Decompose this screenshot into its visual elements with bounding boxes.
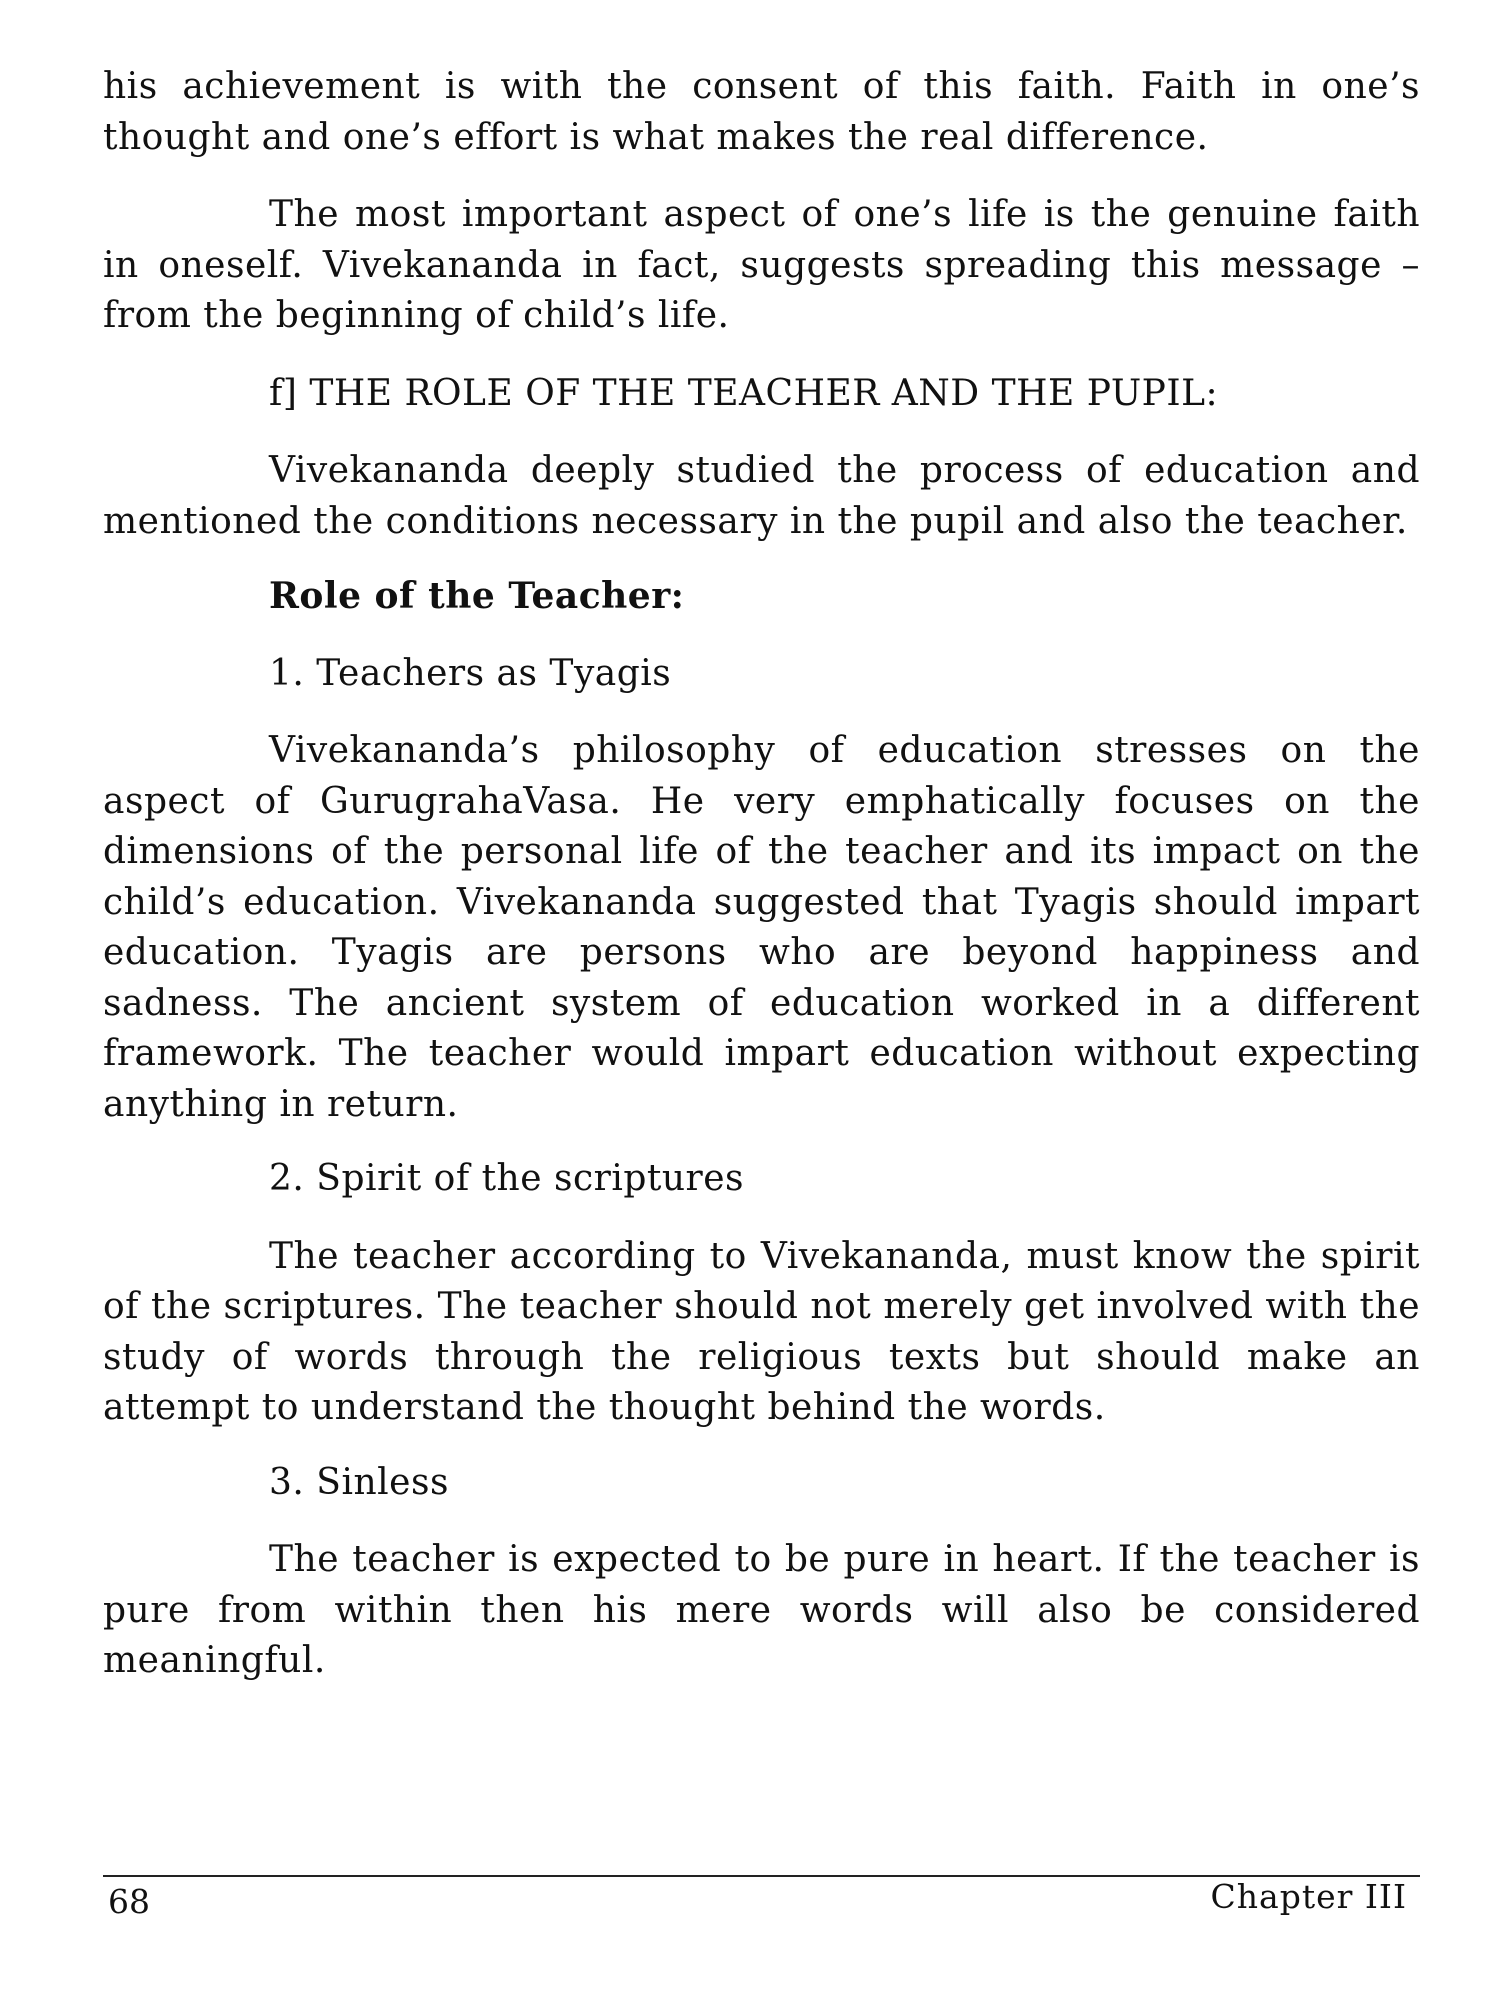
page-number: 68 — [108, 1882, 150, 1921]
paragraph-faith: The most important aspect of one’s life is the genuine faith in oneself. Vivekananda in fact, suggests spreading this message – from the beginning of child’s life. — [103, 194, 1420, 336]
page-body — [103, 62, 1420, 1687]
item-title-sinless: 3. Sinless — [269, 1461, 449, 1503]
item-title-scriptures: 2. Spirit of the scriptures — [269, 1158, 745, 1199]
subheading-role-of-teacher: Role of the Teacher: — [269, 575, 685, 617]
paragraph-sinless: The teacher is expected to be pure in heart. If the teacher is pure from within then his mere words will also be considered meaningful. — [103, 1539, 1420, 1681]
paragraph-intro: Vivekananda deeply studied the process of education and mentioned the conditions necessary in the pupil and also the teacher. — [103, 450, 1420, 542]
item-title-tyagis: 1. Teachers as Tyagis — [269, 652, 672, 694]
paragraph-scriptures: The teacher according to Vivekananda, must know the spirit of the scriptures. The teacher should not merely get involved with the study of words through the religious texts but should make an attempt to understand the thought behind the words. — [103, 1235, 1420, 1428]
chapter-label: Chapter III — [1210, 1877, 1407, 1916]
paragraph-continuation: his achievement is with the consent of this faith. Faith in one’s thought and one’s effort is what makes the real difference. — [103, 66, 1420, 158]
section-heading: f] THE ROLE OF THE TEACHER AND THE PUPIL: — [269, 372, 1219, 414]
paragraph-tyagis: Vivekananda’s philosophy of education stresses on the aspect of GurugrahaVasa. He very emphatically focuses on the dimensions of the personal life of the teacher and its impact on the child’s education. Vivekananda suggested that Tyagis should impart education. Tyagis are persons who are beyond happiness and sadness. The ancient system of education worked in a different framework. The teacher would impart education without expecting anything in return. — [103, 730, 1420, 1125]
